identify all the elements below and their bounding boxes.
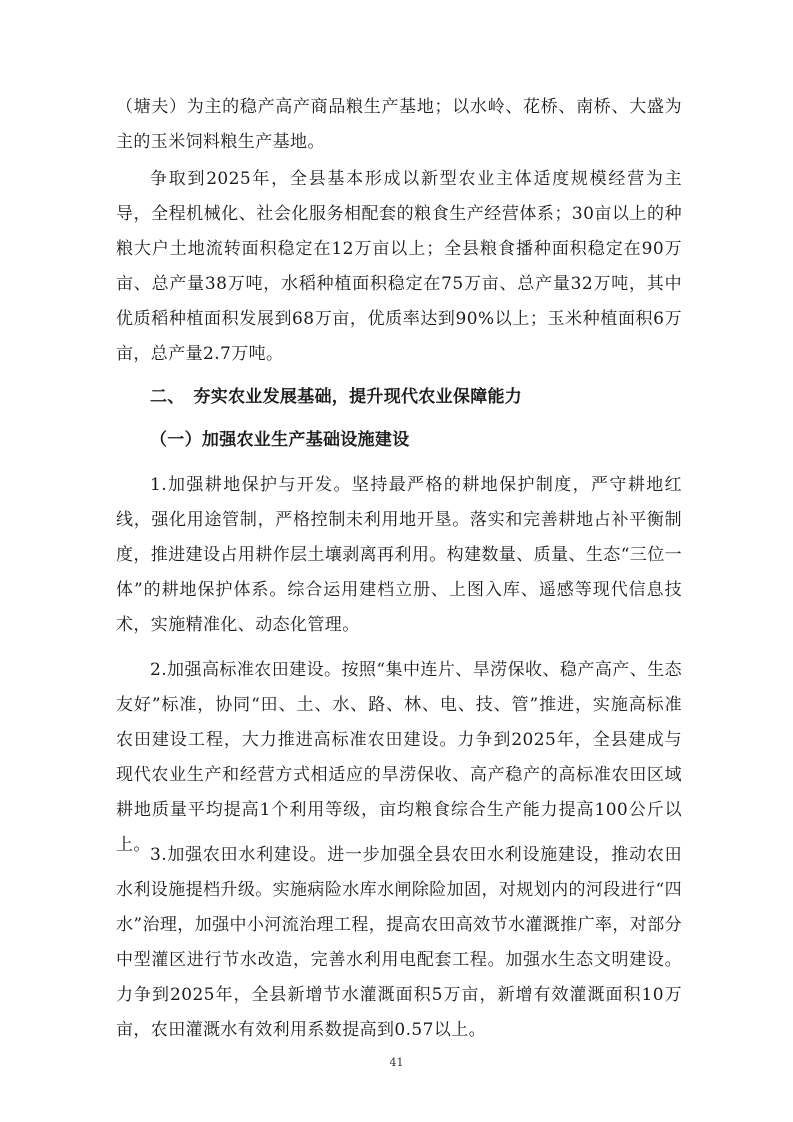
item-farmland-protection: 1.加强耕地保护与开发。坚持最严格的耕地保护制度，严守耕地红线，强化用途管制，严格控制未利用地开垦。落实和完善耕地占补平衡制度，推进建设占用耕作层土壤剥离再利用。构建数量、质量、生态“三位一体”的耕地保护体系。综合运用建档立册、上图入库、遥感等现代信息技术，实施精准化、动态化管理。 [116, 475, 682, 635]
page-number: 41 [389, 1056, 404, 1069]
subsection-heading: （一）加强农业生产基础设施建设 [150, 430, 410, 450]
paragraph-2025-grain-targets: 争取到2025年，全县基本形成以新型农业主体适度规模经营为主导，全程机械化、社会化服务相配套的粮食生产经营体系；30亩以上的种粮大户土地流转面积稳定在12万亩以上；全县粮食播种面积稳定在90万亩、总产量38万吨，水稻种植面积稳定在75万亩、总产量32万吨，其中优质稻种植面积发展到68万亩，优质率达到90%以上；玉米种植面积6万亩，总产量2.7万吨。 [116, 169, 682, 364]
item-high-standard-farmland: 2.加强高标准农田建设。按照“集中连片、旱涝保收、稳产高产、生态友好”标准，协同“田、土、水、路、林、电、技、管”推进，实施高标准农田建设工程，大力推进高标准农田建设。力争到2025年，全县建成与现代农业生产和经营方式相适应的旱涝保收、高产稳产的高标准农田区域耕地质量平均提高1个利用等级，亩均粮食综合生产能力提高100公斤以上。 [116, 660, 682, 855]
section-heading: 二、 夯实农业发展基础，提升现代农业保障能力 [150, 387, 523, 407]
paragraph-grain-base-continuation: （塘夫）为主的稳产高产商品粮生产基地；以水岭、花桥、南桥、大盛为主的玉米饲料粮生产基地。 [116, 97, 682, 152]
item-water-conservancy: 3.加强农田水利建设。进一步加强全县农田水利设施建设，推动农田水利设施提档升级。实施病险水库水闸除险加固，对规划内的河段进行“四水”治理，加强中小河流治理工程，提高农田高效节水灌溉推广率，对部分中型灌区进行节水改造，完善水利用电配套工程。加强水生态文明建设。力争到2025年，全县新增节水灌溉面积5万亩，新增有效灌溉面积10万亩，农田灌溉水有效利用系数提高到0.57以上。 [116, 845, 682, 1040]
